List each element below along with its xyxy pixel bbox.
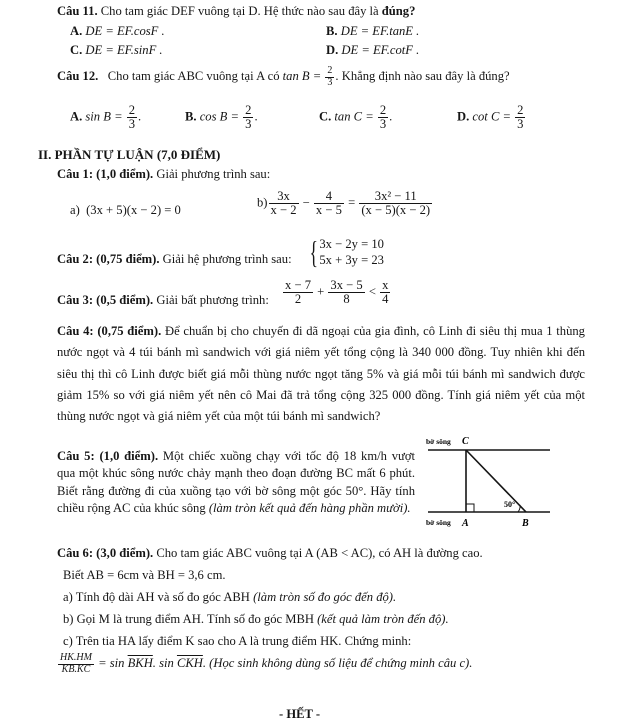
q11-option-a[interactable]: A. DE = EF.cosF . xyxy=(70,24,165,38)
c4-label: Câu 4: (0,75 điểm). xyxy=(57,324,162,338)
segment-bc xyxy=(466,450,526,512)
angle-arc xyxy=(518,505,520,512)
q12-option-a[interactable]: A. sin B = $\frac{2}{3}$ . xyxy=(70,103,142,132)
right-angle-mark xyxy=(466,504,474,512)
c6-given: Biết AB = 6cm và BH = 3,6 cm. xyxy=(63,568,226,582)
c2-eq2: 5x + 3y = 23 xyxy=(319,253,384,267)
c5-note: (làm tròn kết quả đến hàng phần mười). xyxy=(208,501,411,516)
q11-option-b[interactable]: B. DE = EF.tanE . xyxy=(326,24,420,38)
c1-stem: Câu 1: (1,0 điểm). Giải phương trình sau: xyxy=(57,167,271,181)
label-point-c: C xyxy=(462,436,469,447)
c2-stem: Câu 2: (0,75 điểm). Giải hệ phương trình sau: xyxy=(57,252,292,266)
label-angle: 50° xyxy=(504,500,516,509)
c6-part-a: a) Tính độ dài AH và số đo góc ABH (làm tròn số đo góc đến độ). xyxy=(63,590,397,604)
c6-part-c: c) Trên tia HA lấy điểm K sao cho A là trung điểm HK. Chứng minh: xyxy=(63,634,412,648)
c4-text: Để chuẩn bị cho chuyến đi dã ngoại của gia đình, cô Linh đi siêu thị mua 1 thùng nước ngọt và 4 túi bánh mì sandwich với giá niêm yết tổng cộng là 340 000 đồng. Tuy nhiên khi đến siêu thị thì cô Linh được biết giá mỗi thùng nước ngọt tăng 5% và giá mỗi túi bánh mì sandwich được giảm 15% so với giá niêm yết nên cô Mai đã trả tổng cộng 325 000 đồng. Tính giá niêm yết của một thùng nước ngọt và giá niêm yết của một túi bánh mì sandwich? xyxy=(57,324,585,424)
q12-stem: Câu 12. Cho tam giác ABC vuông tại A có tan B = $\frac{2}{3}$ . Khẳng định nào sau đây là đúng? xyxy=(57,65,510,88)
c4-paragraph xyxy=(57,321,585,427)
c1-label: Câu 1: (1,0 điểm). xyxy=(57,167,154,181)
q11-text: Cho tam giác DEF vuông tại D. Hệ thức nào sau đây là xyxy=(100,4,379,18)
label-point-a: A xyxy=(462,518,469,529)
arc-ckh: $\overline{CKH}$ xyxy=(176,655,203,670)
c3-stem: Câu 3: (0,5 điểm). Giải bất phương trình: xyxy=(57,293,269,307)
c3-inequality: $\frac{x - 7}{2}$ + $\frac{3x - 5}{8}$ < $\frac{x}{4}$ xyxy=(285,278,389,307)
river-figure xyxy=(424,432,554,532)
c1-part-b: b) $\frac{3x}{x - 2}$ − $\frac{4}{x - 5}$ = $\frac{\text{3x² − 11}}{(x - 5)(x - 2)}$ xyxy=(257,189,431,218)
section-heading: II. PHẦN TỰ LUẬN (7,0 ĐIỂM) xyxy=(38,147,221,162)
c6-stem: Câu 6: (3,0 điểm). Cho tam giác ABC vuông tại A (AB < AC), có AH là đường cao. xyxy=(57,546,483,560)
q11-label: Câu 11. xyxy=(57,4,98,18)
c6-identity: $\frac{HK.HM}{KB.KC}$ = $\sin \overline{BKH}$. $\sin \overline{CKH}$. (Học sinh không dùng số liệu để chứng minh câu c). xyxy=(60,652,473,675)
q11-option-c[interactable]: C. DE = EF.sinF . xyxy=(70,43,163,57)
c6-part-b: b) Gọi M là trung điểm AH. Tính số đo góc MBH (kết quả làm tròn đến độ). xyxy=(63,612,449,626)
end-marker: - HẾT - xyxy=(279,707,321,721)
c5-label: Câu 5: (1,0 điểm). xyxy=(57,449,159,463)
c2-system: {3x − 2y = 10 5x + 3y = 23 xyxy=(309,234,384,270)
c2-label: Câu 2: (0,75 điểm). xyxy=(57,252,160,266)
c5-paragraph xyxy=(57,448,415,518)
c1-part-a: a) (3x + 5)(x − 2) = 0 xyxy=(70,203,181,217)
q11-emph: đúng? xyxy=(381,4,416,18)
q12-option-d[interactable]: D. cot C = $\frac{2}{3}$ xyxy=(457,103,524,132)
q12-label: Câu 12. xyxy=(57,68,99,83)
c3-label: Câu 3: (0,5 điểm). xyxy=(57,293,154,307)
label-point-b: B xyxy=(522,518,529,529)
label-bank-bottom: bờ sông xyxy=(426,518,451,527)
q12-fraction: $\frac{2}{3}$ xyxy=(327,65,333,88)
q11-stem xyxy=(57,4,415,20)
c5-text: Một chiếc xuồng chạy với tốc độ 18 km/h vượt qua một khúc sông nước chảy mạnh theo đoạn đường BC mất 6 phút. Biết rằng đường đi của xuồng tạo với bờ sông một góc 50°. Hãy tính chiều rộng AC của khúc sông xyxy=(57,449,415,516)
q12-option-b[interactable]: B. cos B = $\frac{2}{3}$ . xyxy=(185,103,258,132)
q12-option-c[interactable]: C. tan C = $\frac{2}{3}$ . xyxy=(319,103,393,132)
c6-label: Câu 6: (3,0 điểm). xyxy=(57,546,154,560)
q11-option-d[interactable]: D. DE = EF.cotF . xyxy=(326,43,420,57)
c2-eq1: 3x − 2y = 10 xyxy=(319,237,384,251)
arc-bkh: $\overline{BKH}$ xyxy=(127,655,153,670)
label-bank-top: bờ sông xyxy=(426,437,451,446)
